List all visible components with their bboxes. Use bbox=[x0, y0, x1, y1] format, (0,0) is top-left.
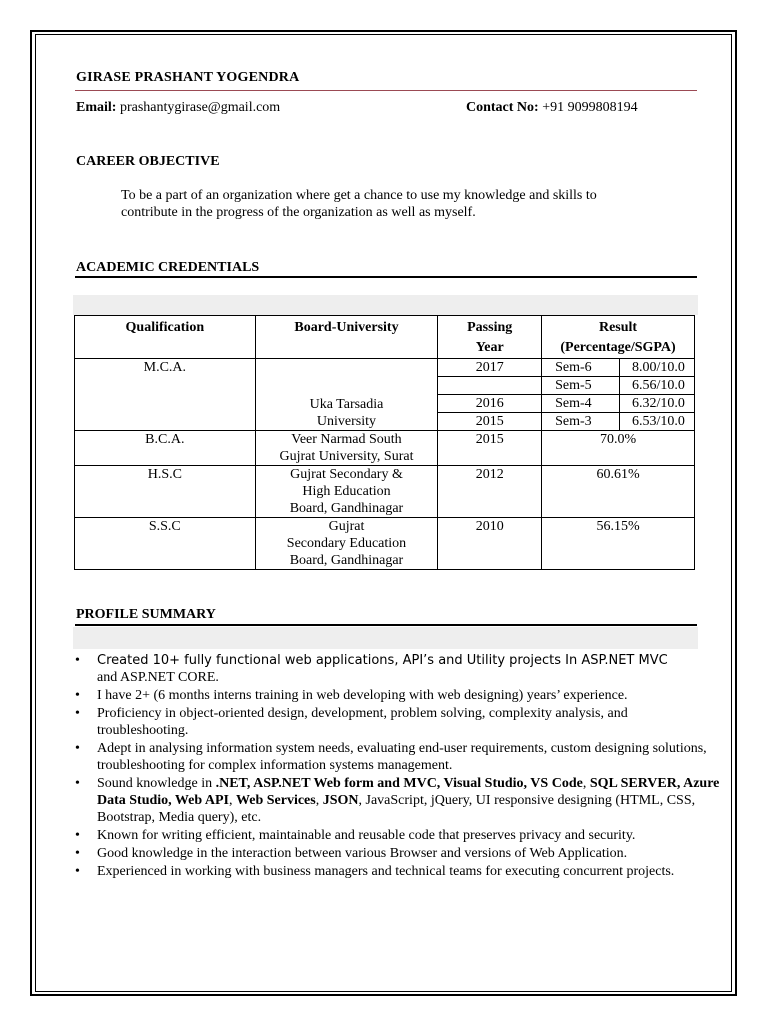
candidate-name: GIRASE PRASHANT YOGENDRA bbox=[76, 70, 300, 85]
contact-label: Contact No: bbox=[466, 100, 539, 115]
summary-item-1-line1: • Created 10+ fully functional web applications, API’s and Utility projects In ASP.NET MVC bbox=[97, 653, 668, 668]
hsc-board-line3: Board, Gandhinagar bbox=[289, 501, 404, 516]
academic-shade-band bbox=[73, 295, 698, 315]
mca-year-1: 2017 bbox=[438, 359, 542, 377]
mca-year-2 bbox=[438, 377, 542, 395]
email-label: Email: bbox=[76, 100, 117, 115]
mca-sem-3: Sem-4 bbox=[542, 395, 620, 413]
hsc-year: 2012 bbox=[438, 466, 542, 518]
list-item: • Proficiency in object-oriented design, development, problem solving, complexity analysis, and troubleshooting. bbox=[97, 705, 722, 739]
summary-item-5-net: .NET, ASP.NET Web form and MVC, Visual Studio, VS Code bbox=[215, 776, 583, 791]
col-board: Board-University bbox=[255, 316, 438, 359]
summary-item-5-sep1: , bbox=[582, 776, 590, 791]
mca-score-4: 6.53/10.0 bbox=[619, 413, 694, 431]
hsc-qualification: H.S.C bbox=[75, 466, 256, 518]
table-row bbox=[75, 518, 695, 570]
list-item: • Good knowledge in the interaction between various Browser and versions of Web Application. bbox=[97, 845, 722, 862]
table-row bbox=[75, 466, 695, 518]
col-passing-line2: Year bbox=[475, 340, 504, 355]
mca-board bbox=[255, 359, 438, 431]
ssc-board bbox=[255, 518, 438, 570]
hsc-result: 60.61% bbox=[542, 466, 695, 518]
table-row bbox=[75, 359, 695, 377]
bca-board-line1: Veer Narmad South bbox=[291, 432, 402, 447]
summary-item-5-sql: SQL SERVER, Azure Data Studio, Web API bbox=[97, 776, 720, 808]
ssc-qualification: S.S.C bbox=[75, 518, 256, 570]
mca-sem-1: Sem-6 bbox=[542, 359, 620, 377]
summary-item-5-prefix: Sound knowledge in bbox=[97, 776, 216, 791]
mca-sem-4: Sem-3 bbox=[542, 413, 620, 431]
bca-board bbox=[255, 431, 438, 466]
summary-item-5-rest: , JavaScript, jQuery, UI responsive designing (HTML, CSS, Bootstrap, Media query), etc. bbox=[97, 793, 696, 825]
summary-item-5-sep3: , bbox=[315, 793, 323, 808]
bca-result: 70.0% bbox=[542, 431, 695, 466]
list-item bbox=[97, 775, 722, 826]
academic-table bbox=[74, 315, 695, 570]
mca-score-2: 6.56/10.0 bbox=[619, 377, 694, 395]
bca-board-line2: Gujrat University, Surat bbox=[279, 449, 414, 464]
ssc-board-line1: Gujrat bbox=[328, 519, 365, 534]
list-item bbox=[97, 652, 722, 686]
profile-rule bbox=[75, 624, 697, 626]
bca-year: 2015 bbox=[438, 431, 542, 466]
mca-qualification: M.C.A. bbox=[75, 359, 256, 431]
contact-value: +91 9099808194 bbox=[542, 100, 638, 115]
career-objective-heading: CAREER OBJECTIVE bbox=[76, 154, 220, 169]
col-result-line2: (Percentage/SGPA) bbox=[560, 340, 676, 355]
hsc-board-line2: High Education bbox=[302, 484, 391, 499]
profile-shade-band bbox=[73, 627, 698, 649]
ssc-result: 56.15% bbox=[542, 518, 695, 570]
hsc-board-line1: Gujrat Secondary & bbox=[290, 467, 403, 482]
academic-heading: ACADEMIC CREDENTIALS bbox=[76, 260, 260, 275]
mca-year-3: 2016 bbox=[438, 395, 542, 413]
summary-item-5-ws: Web Services bbox=[236, 793, 316, 808]
career-objective-text bbox=[121, 187, 681, 221]
academic-rule bbox=[75, 276, 697, 278]
profile-summary-heading: PROFILE SUMMARY bbox=[76, 607, 216, 622]
name-divider bbox=[75, 90, 697, 91]
list-item: • I have 2+ (6 months interns training in web developing with web designing) years’ experience. bbox=[97, 687, 722, 704]
col-result-line1: Result bbox=[598, 320, 638, 335]
summary-item-1-line2: and ASP.NET CORE. bbox=[97, 670, 219, 685]
objective-line-2: contribute in the progress of the organization as well as myself. bbox=[121, 205, 476, 220]
list-item: • Known for writing efficient, maintainable and reusable code that preserves privacy and security. bbox=[97, 827, 722, 844]
col-qualification: Qualification bbox=[75, 316, 256, 359]
list-item: • Adept in analysing information system needs, evaluating end-user requirements, custom designing solutions, troubleshooting for complex information systems management. bbox=[97, 740, 722, 774]
mca-board-line2: University bbox=[316, 414, 377, 429]
contact-line bbox=[466, 100, 638, 116]
summary-item-5-sep2: , bbox=[229, 793, 236, 808]
email-value[interactable]: prashantygirase@gmail.com bbox=[119, 100, 281, 115]
mca-score-3: 6.32/10.0 bbox=[619, 395, 694, 413]
table-header-row bbox=[75, 316, 695, 359]
mca-sem-2: Sem-5 bbox=[542, 377, 620, 395]
hsc-board bbox=[255, 466, 438, 518]
profile-summary-list bbox=[75, 652, 722, 881]
bca-qualification: B.C.A. bbox=[75, 431, 256, 466]
mca-score-1: 8.00/10.0 bbox=[619, 359, 694, 377]
mca-year-4: 2015 bbox=[438, 413, 542, 431]
col-result bbox=[542, 316, 695, 359]
table-row bbox=[75, 431, 695, 466]
email-line bbox=[76, 100, 280, 116]
col-passing-line1: Passing bbox=[467, 320, 513, 335]
col-passing-year bbox=[438, 316, 542, 359]
mca-board-line1: Uka Tarsadia bbox=[309, 397, 384, 412]
ssc-board-line2: Secondary Education bbox=[286, 536, 407, 551]
ssc-year: 2010 bbox=[438, 518, 542, 570]
summary-item-5-json: JSON bbox=[322, 793, 359, 808]
list-item: • Experienced in working with business managers and technical teams for executing concurrent projects. bbox=[97, 863, 722, 880]
objective-line-1: To be a part of an organization where get a chance to use my knowledge and skills to bbox=[121, 188, 597, 203]
ssc-board-line3: Board, Gandhinagar bbox=[289, 553, 404, 568]
